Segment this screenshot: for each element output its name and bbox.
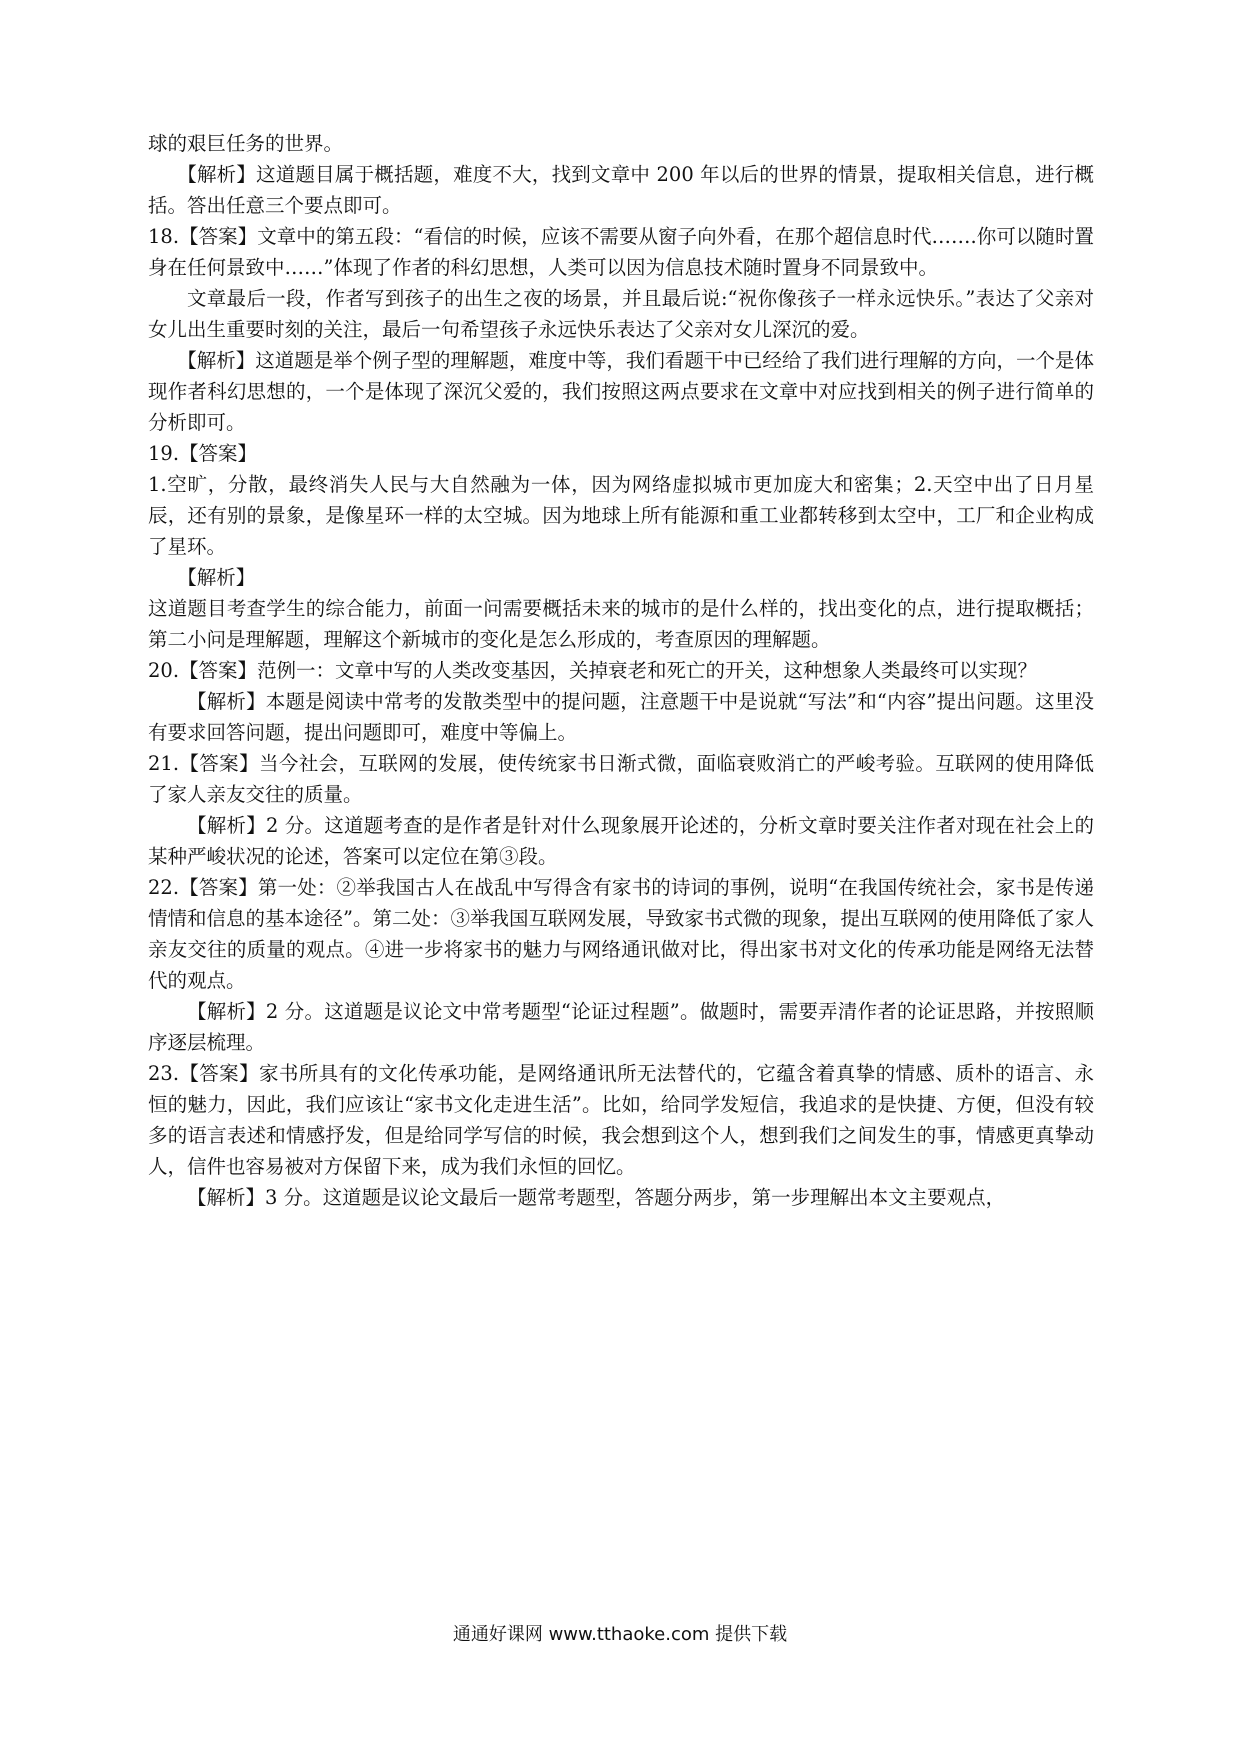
page-footer: 通通好课网 www.tthaoke.com 提供下载: [452, 1624, 788, 1645]
paragraph: 【解析】3 分。这道题是议论文最后一题常考题型，答题分两步，第一步理解出本文主要观点，: [187, 1186, 1006, 1209]
paragraph: 这道题目考查学生的综合能力，前面一问需要概括未来的城市的是什么样的，找出变化的点，进行提取概括；第二小问是理解题，理解这个新城市的变化是怎么形成的，考查原因的理解题。: [148, 597, 1094, 651]
paragraph: 19.【答案】: [148, 442, 258, 465]
paragraph: 1.空旷，分散，最终消失人民与大自然融为一体，因为网络虚拟城市更加庞大和密集；2.天空中出了日月星辰，还有别的景象，是像星环一样的太空城。因为地球上所有能源和重工业都转移到太空中，工厂和企业构成了星环。: [148, 473, 1094, 558]
paragraph: 21.【答案】当今社会，互联网的发展，使传统家书日渐式微，面临衰败消亡的严峻考验。互联网的使用降低了家人亲友交往的质量。: [148, 752, 1094, 806]
paragraph: 20.【答案】范例一：文章中写的人类改变基因，关掉衰老和死亡的开关，这种想象人类最终可以实现？: [148, 659, 1038, 682]
paragraph: 22.【答案】第一处：②举我国古人在战乱中写得含有家书的诗词的事例，说明“在我国传统社会，家书是传递情情和信息的基本途径”。第二处：③举我国互联网发展，导致家书式微的现象，提出互联网的使用降低了家人亲友交往的质量的观点。④进一步将家书的魅力与网络通讯做对比，得出家书对文化的传承功能是网络无法替代的观点。: [148, 876, 1094, 992]
document-body: [148, 128, 1094, 1568]
paragraph: 【解析】: [177, 566, 256, 589]
paragraph: 【解析】本题是阅读中常考的发散类型中的提问题，注意题干中是说就“写法”和“内容”提出问题。这里没有要求回答问题，提出问题即可，难度中等偏上。: [148, 690, 1094, 744]
paragraph: 文章最后一段，作者写到孩子的出生之夜的场景，并且最后说:“祝你像孩子一样永远快乐。”表达了父亲对女儿出生重要时刻的关注，最后一句希望孩子永远快乐表达了父亲对女儿深沉的爱。: [148, 287, 1094, 341]
paragraph: 【解析】这道题是举个例子型的理解题，难度中等，我们看题干中已经给了我们进行理解的方向，一个是体现作者科幻思想的，一个是体现了深沉父爱的，我们按照这两点要求在文章中对应找到相关的例子进行简单的分析即可。: [148, 349, 1094, 434]
paragraph: 【解析】2 分。这道题考查的是作者是针对什么现象展开论述的，分析文章时要关注作者对现在社会上的某种严峻状况的论述，答案可以定位在第③段。: [148, 814, 1094, 868]
paragraph: 18.【答案】文章中的第五段：“看信的时候，应该不需要从窗子向外看，在那个超信息时代…….你可以随时置身在任何景致中……”体现了作者的科幻思想，人类可以因为信息技术随时置身不同景致中。: [148, 225, 1094, 279]
paragraph: 【解析】这道题目属于概括题，难度不大，找到文章中 200 年以后的世界的情景，提取相关信息，进行概括。答出任意三个要点即可。: [148, 163, 1094, 217]
paragraph: 23.【答案】家书所具有的文化传承功能，是网络通讯所无法替代的，它蕴含着真挚的情感、质朴的语言、永恒的魅力，因此，我们应该让“家书文化走进生活”。比如，给同学发短信，我追求的是快捷、方便，但没有较多的语言表述和情感抒发，但是给同学写信的时候，我会想到这个人，想到我们之间发生的事，情感更真挚动人，信件也容易被对方保留下来，成为我们永恒的回忆。: [148, 1062, 1094, 1178]
paragraph: 球的艰巨任务的世界。: [148, 132, 344, 155]
paragraph: 【解析】2 分。这道题是议论文中常考题型“论证过程题”。做题时，需要弄清作者的论证思路，并按照顺序逐层梳理。: [148, 1000, 1094, 1054]
